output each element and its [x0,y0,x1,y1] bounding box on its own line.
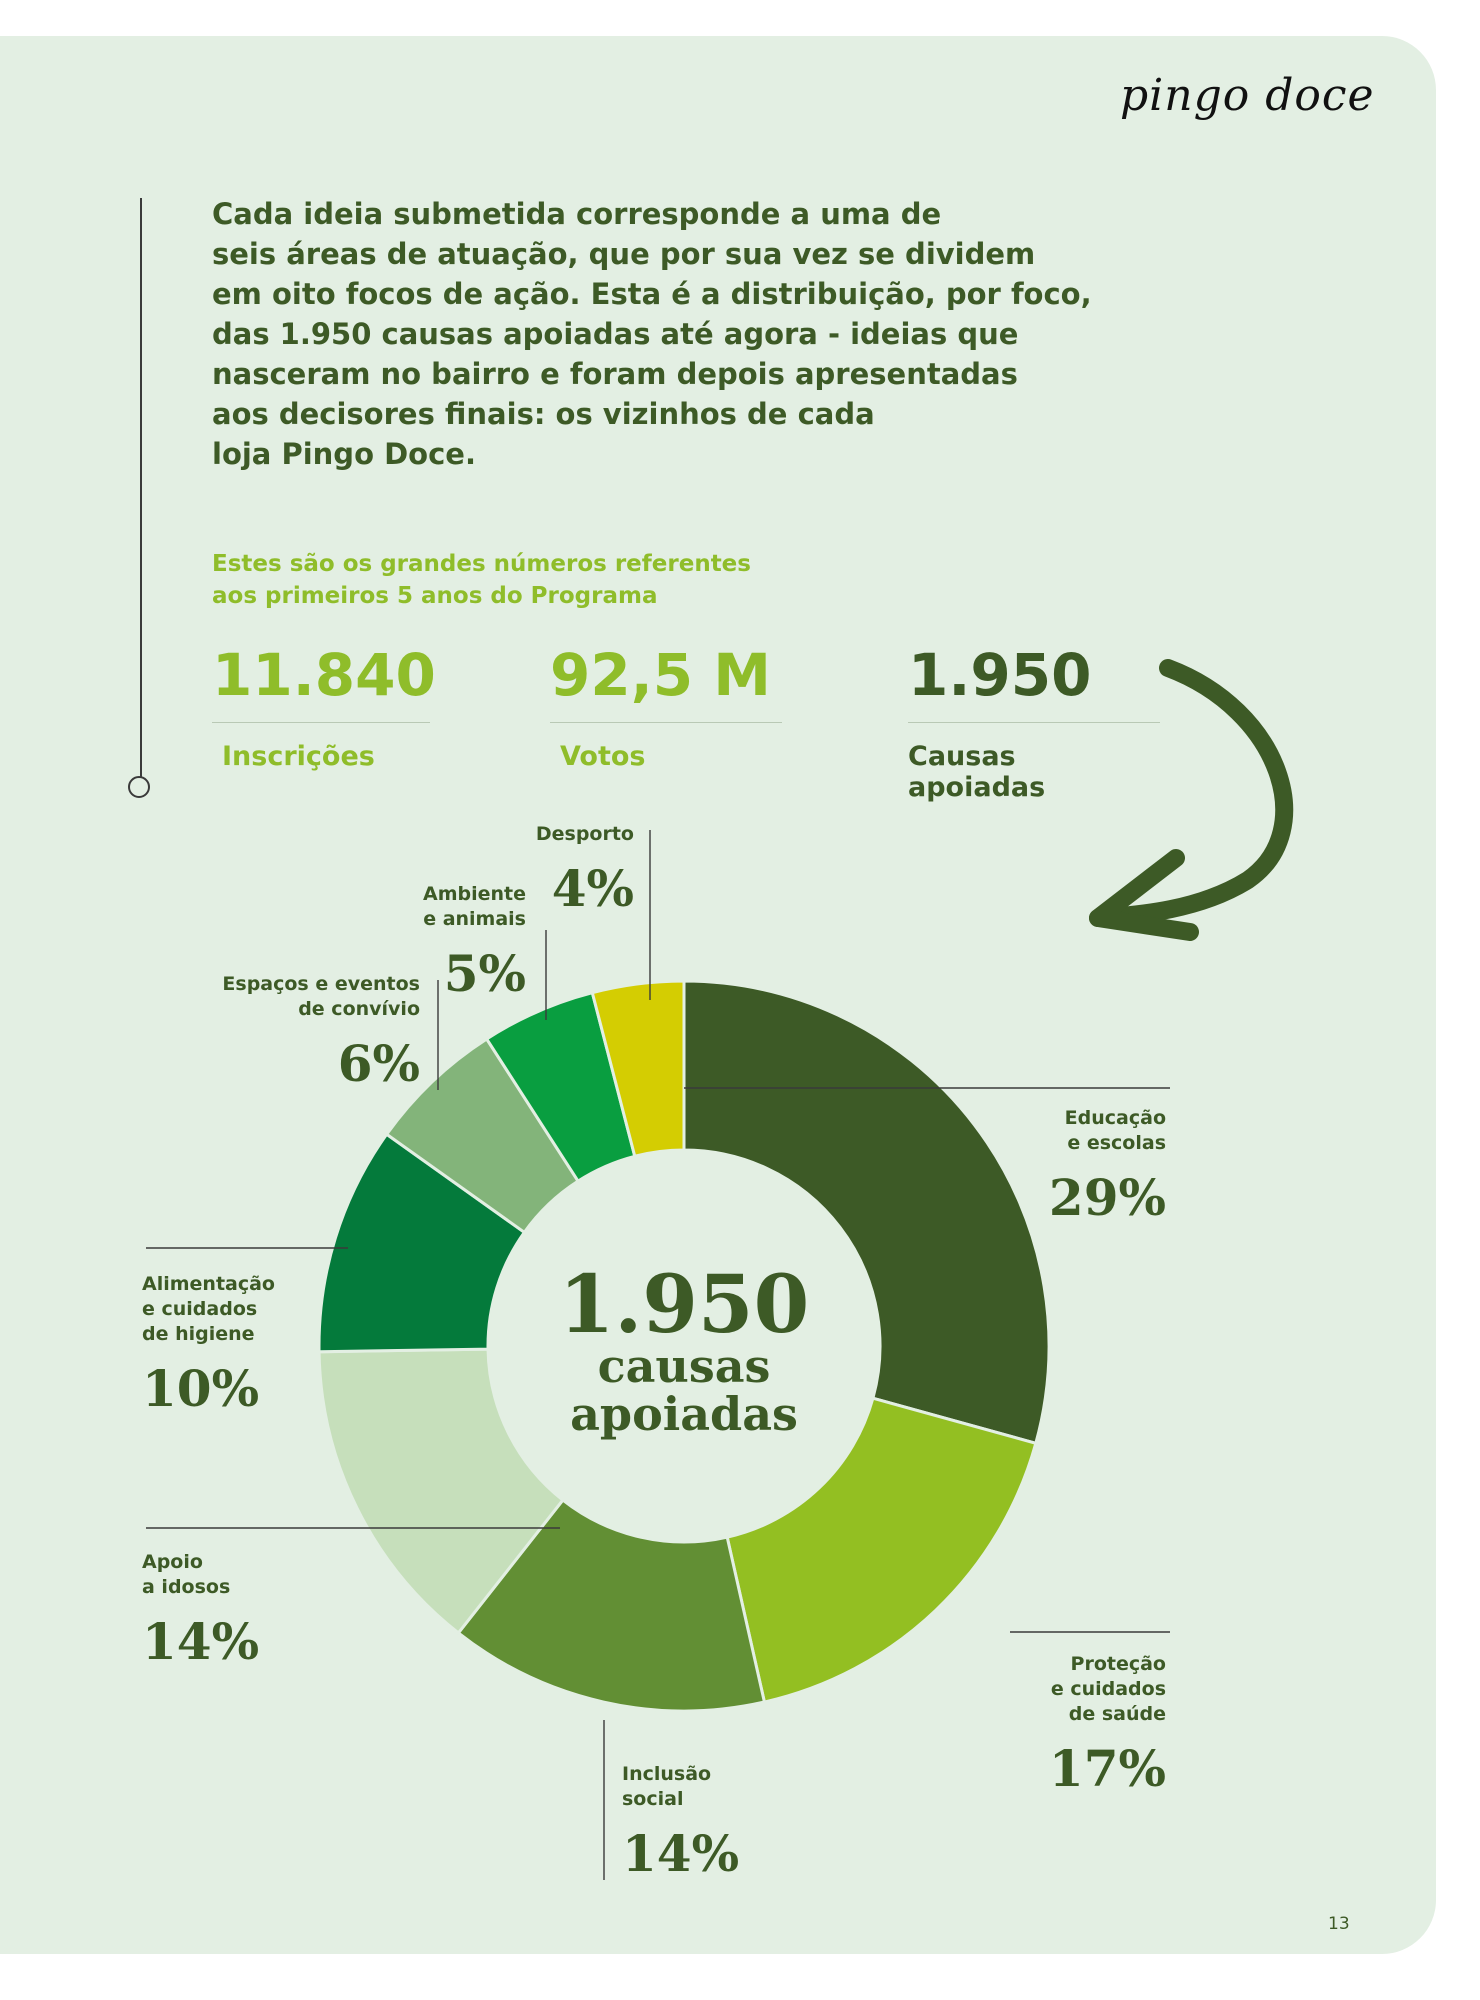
stats-subhead: Estes são os grandes números referentes aos primeiros 5 anos do Programa [212,551,751,609]
slice-label: Proteção e cuidados de saúde [1050,1653,1166,1725]
slice-label: Espaços e eventos de convívio [222,973,420,1020]
slice-label: Apoio a idosos [142,1551,231,1598]
stat-value: 92,5 M [550,641,772,709]
arrow-head-icon [1098,858,1190,932]
stat-label: Causas apoiadas [908,741,1046,803]
slice-value: 10% [142,1359,260,1418]
slice-value: 14% [622,1824,740,1883]
center-line2: apoiadas [570,1387,798,1441]
intro-paragraph: Cada ideia submetida corresponde a uma de seis áreas de atuação, que por sua vez se dividem em oito focos de ação. Esta é a distribuição, por foco, das 1.950 causas apoiadas até agora - ideias que nasceram no bairro e foram depois apresentadas aos decisores finais: os vizinhos de cada loja Pingo Doce. [212,197,1092,471]
page-number: 13 [1328,1914,1350,1934]
stat-label: Votos [560,741,646,772]
slice-label: Ambiente e animais [423,883,526,930]
stat-label: Inscrições [222,741,375,772]
center-line1: causas [597,1339,771,1393]
slice-label: Inclusão social [622,1763,712,1810]
slice-label: Desporto [535,823,634,845]
slice-value: 5% [443,944,526,1003]
slice-value: 6% [337,1034,420,1093]
slice-label: Educação e escolas [1064,1107,1166,1154]
donut-slice [727,1398,1036,1702]
stat-value: 1.950 [908,641,1092,709]
slice-value: 17% [1048,1739,1166,1798]
slice-value: 14% [142,1612,260,1671]
center-total: 1.950 [558,1257,810,1351]
curved-arrow-icon [1098,668,1284,918]
slice-value: 4% [551,859,634,918]
slice-label: Alimentação e cuidados de higiene [142,1273,275,1345]
pingo-doce-logo: pingo doce [1120,70,1375,121]
stat-value: 11.840 [212,641,436,709]
slice-value: 29% [1048,1168,1166,1227]
